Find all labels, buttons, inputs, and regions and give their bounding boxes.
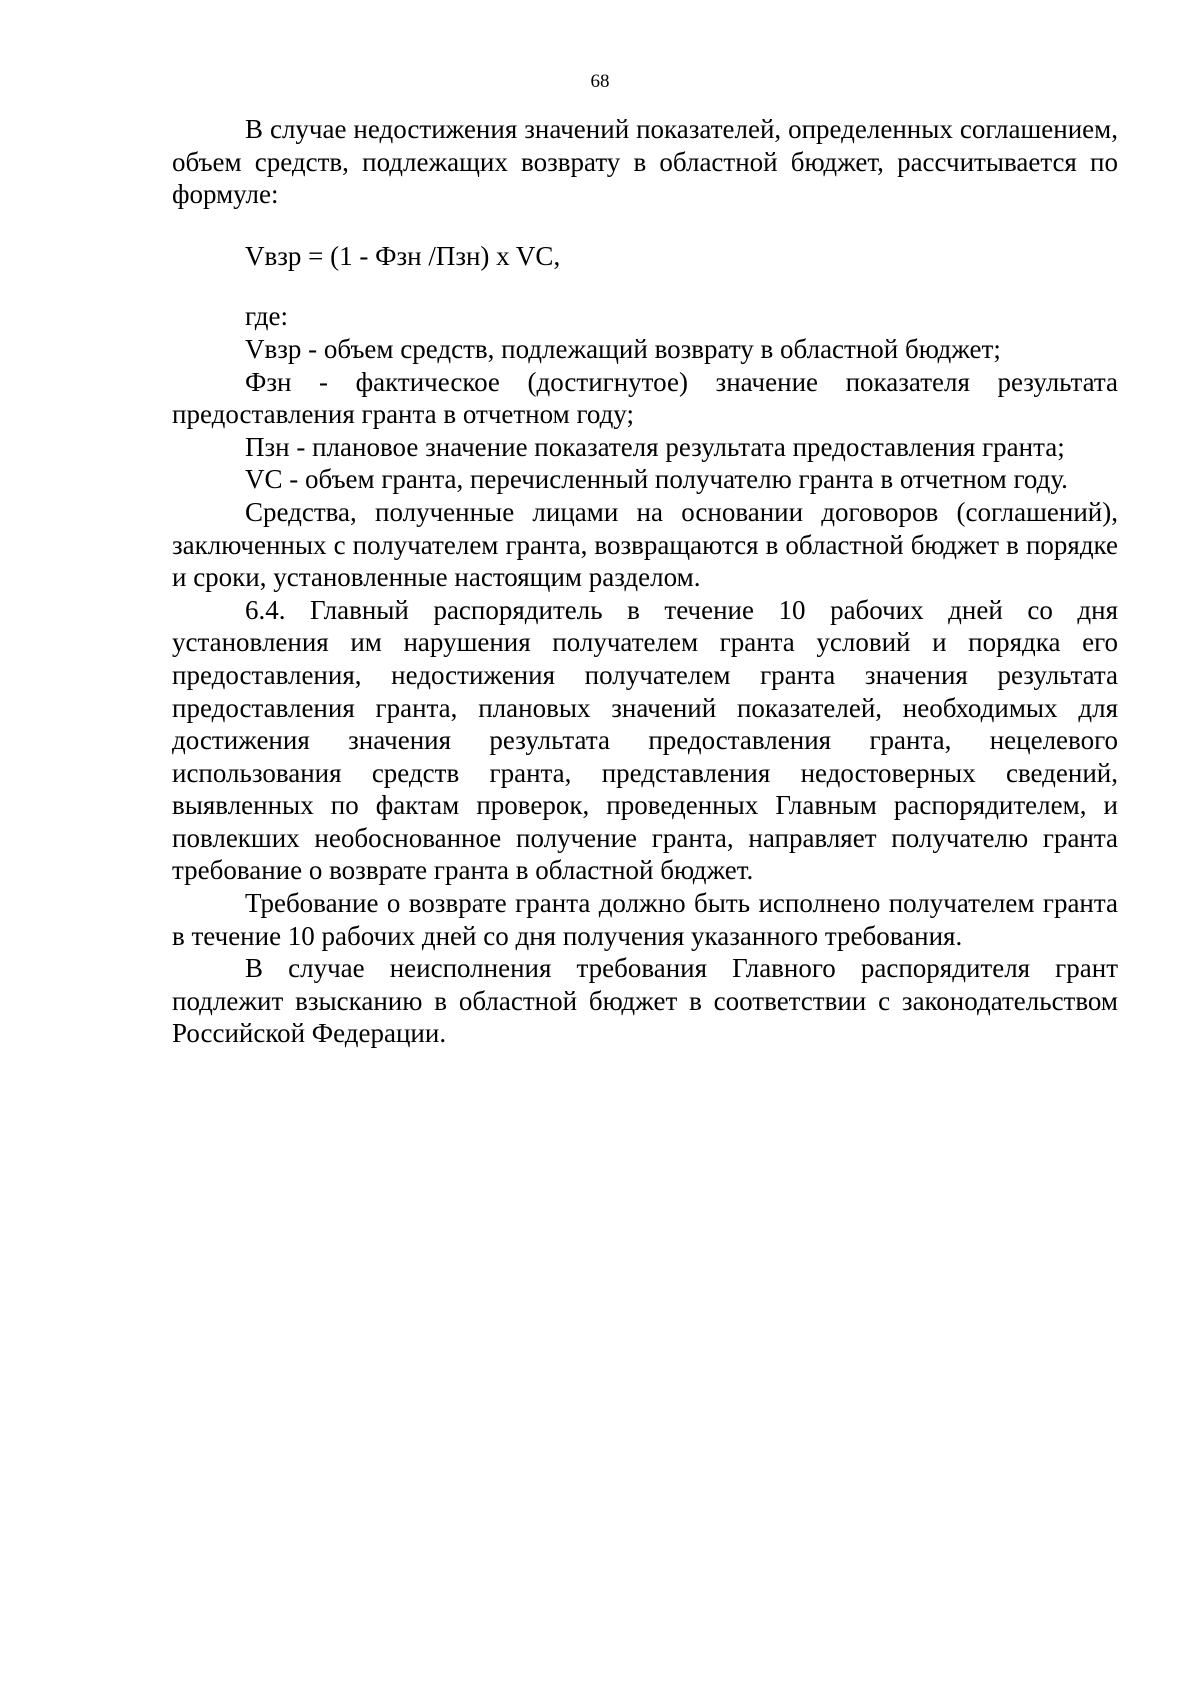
formula-where-label: где: [245, 301, 288, 332]
paragraph-6-4: 6.4. Главный распорядитель в течение 10 рабочих дней со дня установления им нарушения получателем гранта условий и порядка его предоставления, недостижения получателем гранта значения результата предоставления гранта, плановых значений показателей, необходимых для достижения значения результата предоставления гранта, нецелевого использования средств гранта, представления недостоверных сведений, выявленных по фактам проверок, проведенных Главным распорядителем, и повлекших необоснованное получение гранта, направляет получателю гранта требование о возврате гранта в областной бюджет. [172, 594, 1118, 886]
page-number: 68 [590, 71, 610, 92]
paragraph-funds-return: Средства, полученные лицами на основании договоров (соглашений), заключенных с получателем гранта, возвращаются в областной бюджет в порядке и сроки, установленные настоящим разделом. [172, 496, 1118, 593]
paragraph-refund-intro: В случае недостижения значений показателей, определенных соглашением, объем средств, подлежащих возврату в областной бюджет, рассчитывается по формуле: [172, 114, 1118, 210]
definition-vc: VC - объем гранта, перечисленный получателю гранта в отчетном году. [245, 464, 1068, 495]
paragraph-demand-deadline: Требование о возврате гранта должно быть исполнено получателем гранта в течение 10 рабочих дней со дня получения указанного требования. [172, 888, 1118, 951]
paragraph-failure-recovery: В случае неисполнения требования Главного распорядителя грант подлежит взысканию в областной бюджет в соответствии с законодательством Российской Федерации. [172, 953, 1118, 1049]
definition-fzn: Фзн - фактическое (достигнутое) значение показателя результата предоставления гранта в отчетном году; [172, 366, 1118, 430]
definition-vvzr: Vвзр - объем средств, подлежащий возврату в областной бюджет; [245, 333, 1001, 364]
refund-formula: Vвзр = (1 - Фзн /Пзн) x VC, [245, 240, 561, 271]
document-body [172, 113, 1118, 1050]
definition-pzn: Пзн - плановое значение показателя результата предоставления гранта; [245, 431, 1065, 462]
